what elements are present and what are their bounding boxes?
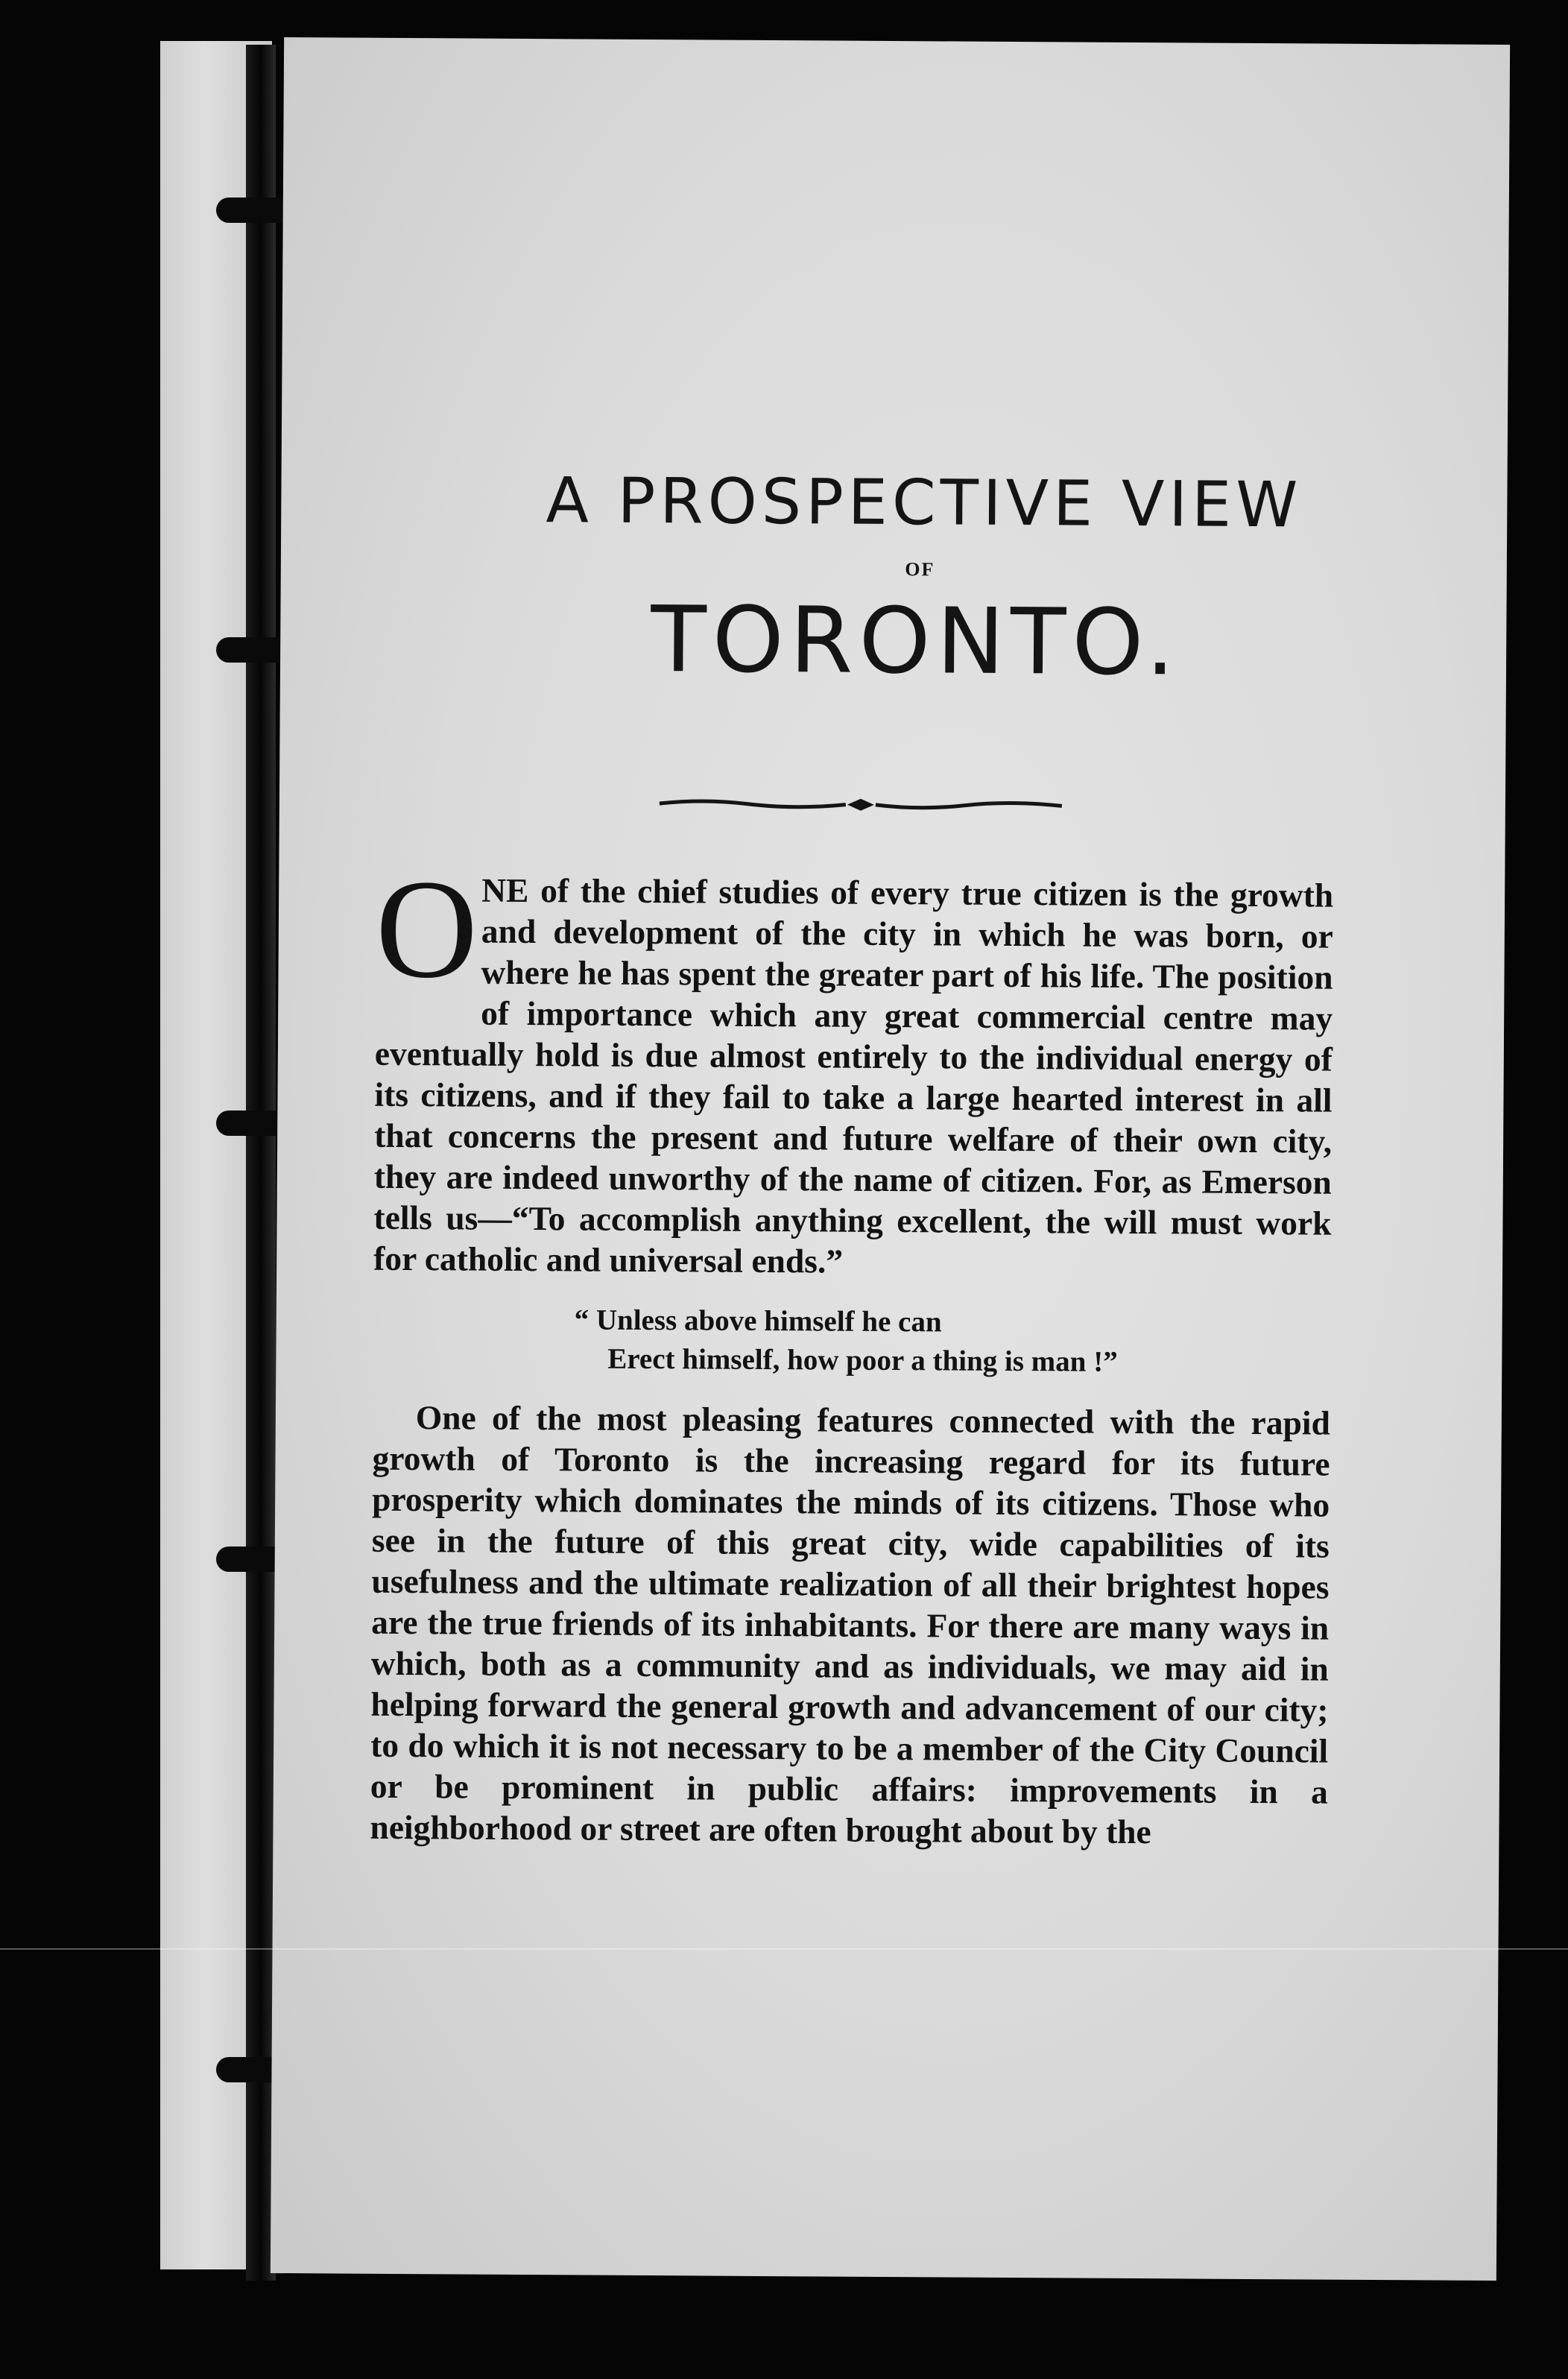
title-main: TORONTO. (650, 587, 1181, 696)
body-text (370, 850, 1334, 1854)
title-of: OF (905, 558, 935, 581)
title-line: A PROSPECTIVE VIEW (546, 464, 1303, 542)
binding-spine (246, 45, 276, 2281)
drop-cap: O (375, 850, 478, 1008)
verse-quote (574, 1301, 1331, 1383)
ornamental-rule (652, 792, 1069, 817)
book-page (271, 37, 1510, 2281)
paragraph-1-text: NE of the chief studies of every true citizen is the growth and development of the city in which he was born, or where he has spent the greater part of his life. The position of importance which any great commercial centre may eventually hold is due almost entirely to the individual energy of its citizens, and if they fail to take a large hearted interest in all that concerns the present and future welfare of their own city, they are indeed unworthy of the name of citizen. For, as Emerson tells us—“To accomplish anything excellent, the will must work for catholic and universal ends.” (373, 871, 1334, 1280)
quote-line-1: “ Unless above himself he can (574, 1304, 942, 1339)
quote-line-2: Erect himself, how poor a thing is man !” (607, 1342, 1118, 1378)
paragraph-1 (373, 850, 1334, 1285)
title-block (280, 462, 1508, 698)
paragraph-2: One of the most pleasing features connected with the rapid growth of Toronto is the increasing regard for its future prosperity which dominates the minds of its citizens. Those who see in the future of this great city, wide capabilities of its usefulness and the ultimate realization of all their brightest hopes are the true friends of its inhabitants. For there are many ways in which, both as a community and as individuals, we may aid in helping forward the general growth and advancement of our city; to do which it is not necessary to be a member of the City Council or be prominent in public affairs: improvements in a neighborhood or street are often brought about by the (370, 1398, 1331, 1851)
scan-line-artifact (0, 1948, 1568, 1950)
